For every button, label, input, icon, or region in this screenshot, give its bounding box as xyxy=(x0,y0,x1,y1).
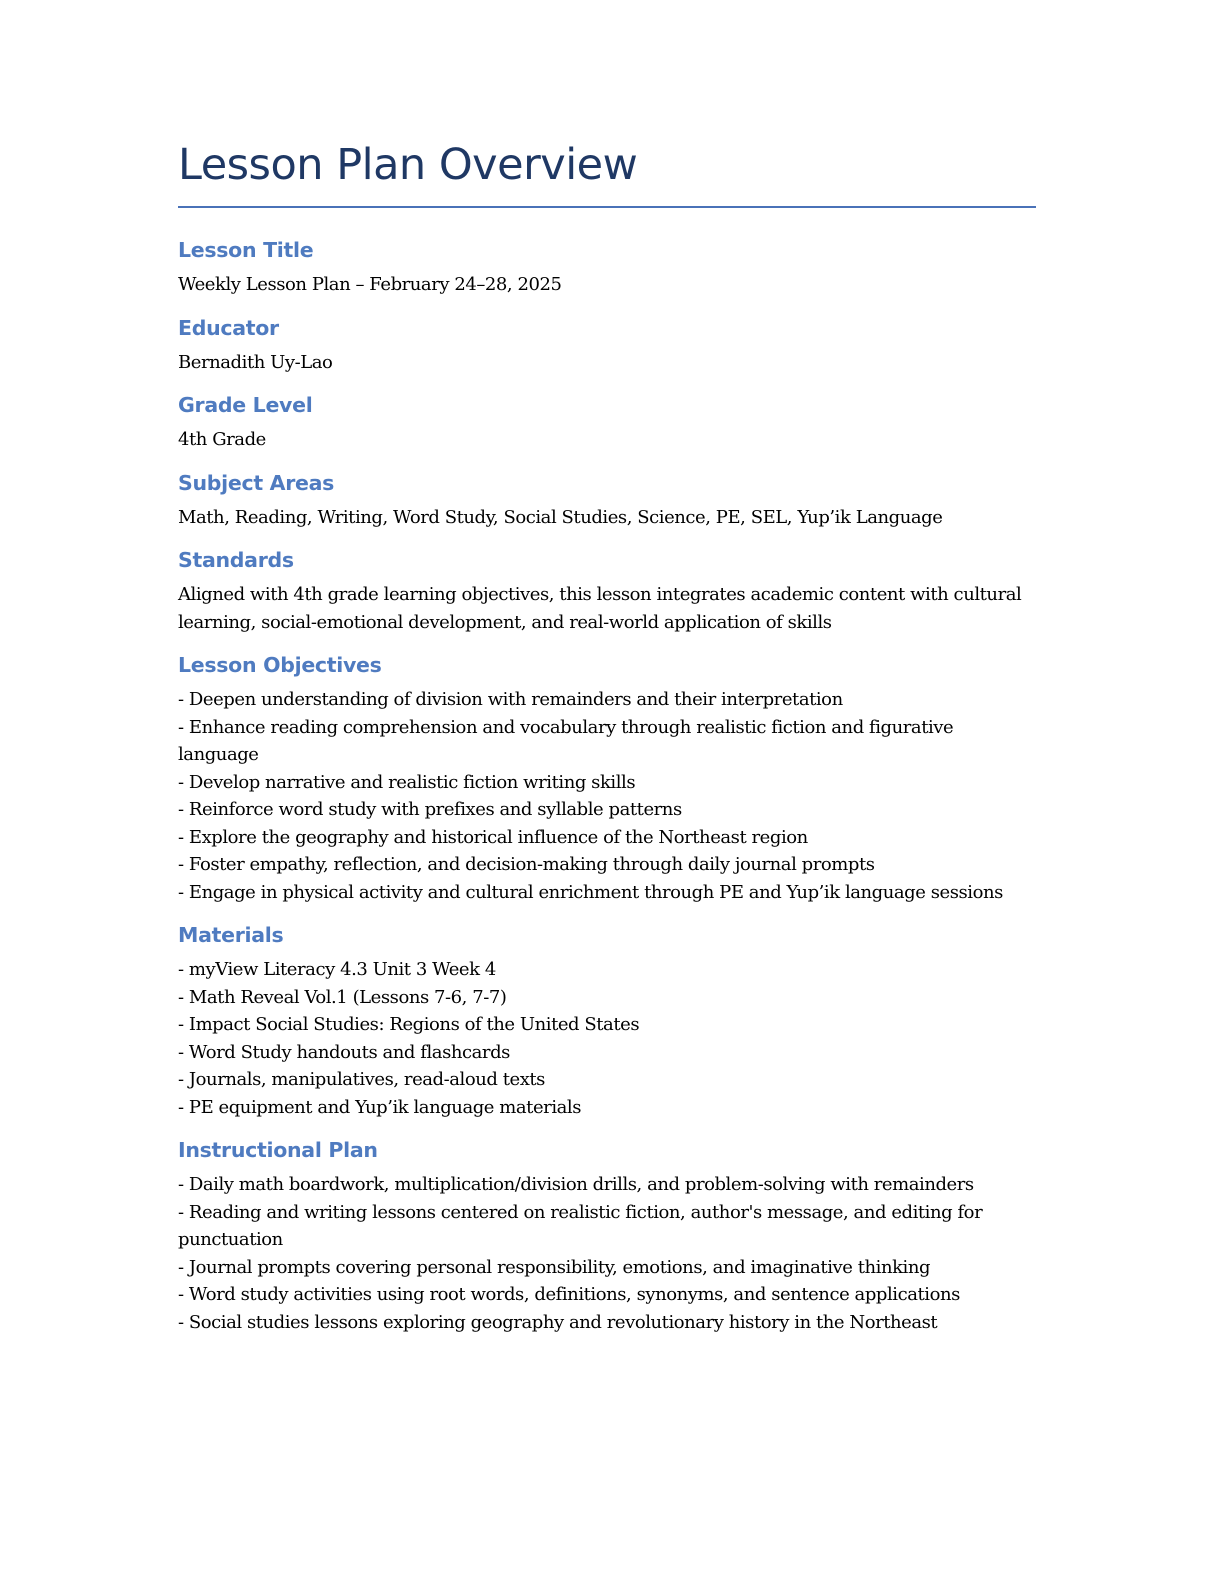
list-item: - PE equipment and Yup’ik language materials xyxy=(178,1096,581,1118)
list-item: - Engage in physical activity and cultural enrichment through PE and Yup’ik language sessions xyxy=(178,881,1003,903)
section-grade-level xyxy=(178,393,1036,454)
section-instructional-plan xyxy=(178,1138,1036,1336)
list-item: - Word study activities using root words, definitions, synonyms, and sentence applications xyxy=(178,1284,960,1305)
section-heading: Grade Level xyxy=(178,393,313,417)
list-item: - Enhance reading comprehension and vocabulary through realistic fiction and figurative language xyxy=(178,716,954,765)
section-body: Aligned with 4th grade learning objectives, this lesson integrates academic content with cultural learning, social-emotional development, and real-world application of skills xyxy=(178,584,1022,633)
list-item: - Math Reveal Vol.1 (Lessons 7-6, 7-7) xyxy=(178,986,507,1008)
document-title: Lesson Plan Overview xyxy=(178,140,638,190)
list-item: - myView Literacy 4.3 Unit 3 Week 4 xyxy=(178,959,496,980)
section-body xyxy=(178,956,1036,1121)
section-heading: Standards xyxy=(178,548,294,572)
section-heading: Lesson Objectives xyxy=(178,653,382,677)
section-body: Bernadith Uy-Lao xyxy=(178,351,333,373)
list-item: - Reading and writing lessons centered on realistic fiction, author's message, and editing for punctuation xyxy=(178,1201,983,1250)
section-heading: Materials xyxy=(178,923,284,947)
list-item: - Explore the geography and historical influence of the Northeast region xyxy=(178,826,808,848)
list-item: - Deepen understanding of division with remainders and their interpretation xyxy=(178,689,843,710)
section-materials xyxy=(178,923,1036,1121)
section-body: Math, Reading, Writing, Word Study, Social Studies, Science, PE, SEL, Yup’ik Language xyxy=(178,506,943,528)
section-subject-areas xyxy=(178,471,1036,532)
list-item: - Word Study handouts and flashcards xyxy=(178,1041,510,1063)
list-item: - Journals, manipulatives, read-aloud texts xyxy=(178,1069,545,1090)
list-item: - Social studies lessons exploring geography and revolutionary history in the Northeast xyxy=(178,1311,938,1333)
list-item: - Foster empathy, reflection, and decision-making through daily journal prompts xyxy=(178,854,875,875)
section-body xyxy=(178,686,1036,906)
list-item: - Journal prompts covering personal responsibility, emotions, and imaginative thinking xyxy=(178,1256,931,1278)
section-standards xyxy=(178,548,1036,636)
section-heading: Educator xyxy=(178,315,279,340)
section-heading: Lesson Title xyxy=(178,238,314,262)
section-lesson-objectives xyxy=(178,653,1036,906)
section-lesson-title xyxy=(178,238,1036,299)
section-body xyxy=(178,1171,1036,1336)
section-heading: Instructional Plan xyxy=(178,1138,378,1162)
list-item: - Reinforce word study with prefixes and syllable patterns xyxy=(178,799,682,820)
section-body: 4th Grade xyxy=(178,429,266,450)
sections-container xyxy=(178,238,1036,1336)
section-heading: Subject Areas xyxy=(178,470,335,495)
document-page xyxy=(178,0,1036,1353)
list-item: - Develop narrative and realistic fiction writing skills xyxy=(178,771,636,793)
section-educator xyxy=(178,316,1036,377)
section-body: Weekly Lesson Plan – February 24–28, 2025 xyxy=(178,274,562,295)
title-divider xyxy=(178,206,1036,208)
list-item: - Daily math boardwork, multiplication/division drills, and problem-solving with remainders xyxy=(178,1174,974,1195)
list-item: - Impact Social Studies: Regions of the United States xyxy=(178,1014,640,1035)
